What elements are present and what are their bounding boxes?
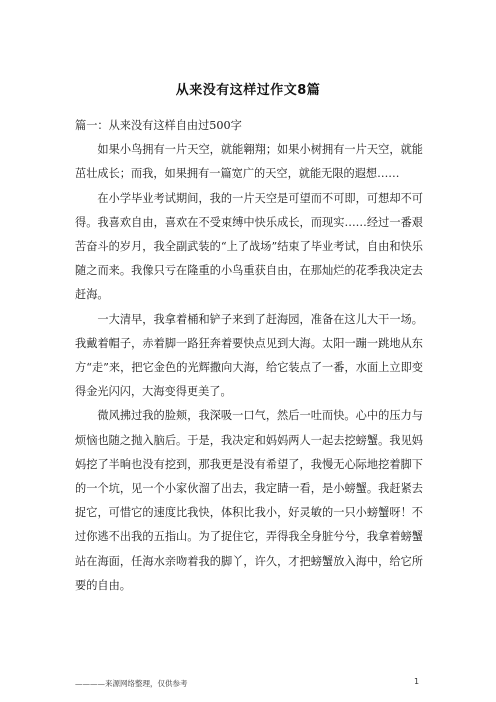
paragraph-3: 一大清早，我拿着桶和铲子来到了赶海园，准备在这儿大干一场。我戴着帽子，赤着脚一路狂奔着要快点见到大海。太阳一蹦一跳地从东方“走”来，把它金色的光辉撒向大海，给它装点了一番，水面上立即变得金光闪闪，大海变得更美了。 bbox=[75, 312, 423, 399]
page-number: 1 bbox=[414, 677, 420, 686]
paragraph-1: 如果小鸟拥有一片天空，就能翱翔；如果小树拥有一片天空，就能茁壮成长；而我，如果拥有一篇宽广的天空，就能无限的遐想…… bbox=[75, 143, 423, 181]
footer-note: ————来源网络整理，仅供参考 bbox=[75, 679, 188, 688]
paragraph-4: 微风拂过我的脸颊，我深吸一口气，然后一吐而快。心中的压力与烦恼也随之抛入脑后。于是，我决定和妈妈两人一起去挖螃蟹。我见妈妈挖了半晌也没有挖到，那我更是没有希望了，我慢无心际地挖着脚下的一个坑，见一个小家伙溜了出去，我定睛一看，是小螃蟹。我赶紧去捉它，可惜它的速度比我快，体积比我小，好灵敏的一只小螃蟹呀！不过你逃不出我的五指山。为了捉住它，弄得我全身脏兮兮，我拿着螃蟹站在海面，任海水亲吻着我的脚丫，许久，才把螃蟹放入海中，给它所要的自由。 bbox=[75, 409, 423, 592]
section-heading: 篇一：从来没有这样自由过500字 bbox=[75, 119, 242, 132]
paragraph-2: 在小学毕业考试期间，我的一片天空是可望而不可即，可想却不可得。我喜欢自由，喜欢在不受束缚中快乐成长，而现实……经过一番艰苦奋斗的岁月，我全副武装的“上了战场”结束了毕业考试，自由和快乐随之而来。我像只亏在隆重的小鸟重获自由，在那灿烂的花季我决定去赶海。 bbox=[75, 191, 423, 302]
document-title: 从来没有这样过作文8篇 bbox=[175, 83, 321, 98]
document-body bbox=[75, 114, 423, 598]
